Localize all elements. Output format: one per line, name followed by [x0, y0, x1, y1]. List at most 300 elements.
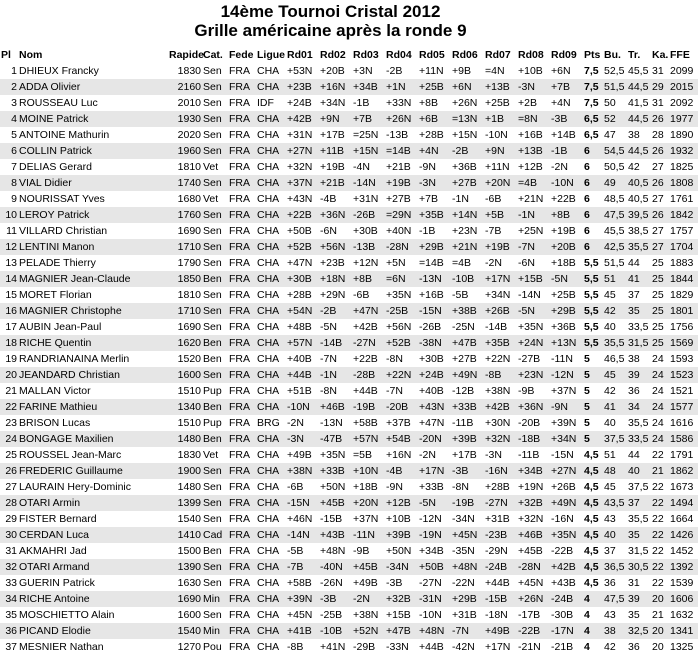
table-cell: +39B [451, 431, 484, 447]
column-header: Rd04 [386, 48, 412, 61]
table-cell: 1829 [669, 287, 698, 303]
table-cell: +33N [385, 95, 418, 111]
table-cell: 22 [651, 495, 669, 511]
table-cell: FRA [228, 607, 256, 623]
table-cell: 40 [603, 415, 627, 431]
table-cell: FRA [228, 239, 256, 255]
table-cell: +49B [286, 447, 319, 463]
table-row [0, 623, 698, 639]
table-cell: 6 [583, 239, 603, 255]
table-cell: +10N [352, 463, 385, 479]
table-cell: 5,5 [583, 319, 603, 335]
table-cell: 1632 [669, 607, 698, 623]
table-cell: 30 [0, 527, 18, 543]
table-cell: +48B [286, 319, 319, 335]
table-cell: -14N [286, 527, 319, 543]
table-cell: 1740 [168, 175, 202, 191]
table-cell: +12N [352, 255, 385, 271]
table-cell: +5N [385, 255, 418, 271]
table-cell: +44B [286, 367, 319, 383]
table-cell: +36B [451, 159, 484, 175]
table-cell: JEANDARD Christian [18, 367, 168, 383]
table-cell: FRA [228, 191, 256, 207]
table-cell: 48,5 [603, 191, 627, 207]
table-cell: +29B [418, 239, 451, 255]
table-cell: 5 [583, 431, 603, 447]
table-row [0, 287, 698, 303]
table-cell: -7B [286, 559, 319, 575]
table-cell: +42B [352, 319, 385, 335]
table-cell: -10N [418, 607, 451, 623]
header-row [0, 46, 698, 63]
table-cell: Sen [202, 287, 228, 303]
table-row [0, 175, 698, 191]
table-cell: 10 [0, 207, 18, 223]
table-cell: 27 [651, 239, 669, 255]
table-cell: 25 [651, 287, 669, 303]
table-cell: 1791 [669, 447, 698, 463]
table-cell: Cad [202, 527, 228, 543]
table-cell: +35N [385, 287, 418, 303]
table-cell: -8N [385, 351, 418, 367]
table-cell: 13 [0, 255, 18, 271]
table-cell: +38N [286, 463, 319, 479]
table-cell: CHA [256, 63, 286, 79]
table-cell: +19B [319, 159, 352, 175]
table-cell: 37 [627, 287, 651, 303]
table-cell: 1790 [168, 255, 202, 271]
table-cell: +25B [550, 287, 583, 303]
table-cell: +16B [418, 287, 451, 303]
table-cell: 1757 [669, 223, 698, 239]
table-cell: +15N [451, 127, 484, 143]
table-cell: =14B [418, 255, 451, 271]
table-cell: CHA [256, 431, 286, 447]
table-cell: 7 [0, 159, 18, 175]
table-cell: BRISON Lucas [18, 415, 168, 431]
table-cell: 27 [651, 223, 669, 239]
table-cell: +29N [319, 287, 352, 303]
table-row [0, 511, 698, 527]
table-cell: FRA [228, 399, 256, 415]
table-cell: +6N [451, 79, 484, 95]
table-cell: +30B [418, 351, 451, 367]
table-cell: CHA [256, 543, 286, 559]
table-cell: MOSCHIETTO Alain [18, 607, 168, 623]
table-cell: +22B [286, 207, 319, 223]
table-cell: 25 [651, 335, 669, 351]
table-cell: =6N [385, 271, 418, 287]
table-cell: 16 [0, 303, 18, 319]
table-cell: +37B [385, 415, 418, 431]
table-cell: -14N [352, 175, 385, 191]
table-row [0, 79, 698, 95]
table-cell: 44 [627, 255, 651, 271]
table-cell: 42 [603, 303, 627, 319]
table-cell: 20 [651, 639, 669, 655]
table-cell: 1390 [168, 559, 202, 575]
table-cell: +50B [286, 223, 319, 239]
table-cell: +31B [451, 607, 484, 623]
column-header: Rd01 [287, 48, 313, 61]
table-cell: MESNIER Nathan [18, 639, 168, 655]
table-cell: CHA [256, 399, 286, 415]
table-cell: 5 [583, 415, 603, 431]
table-cell: 1883 [669, 255, 698, 271]
table-cell: DHIEUX Francky [18, 63, 168, 79]
table-cell: 38 [627, 127, 651, 143]
table-cell: -2N [484, 255, 517, 271]
table-cell: 5 [0, 127, 18, 143]
table-cell: 14 [0, 271, 18, 287]
table-cell: -11B [451, 415, 484, 431]
column-header: Rd06 [452, 48, 478, 61]
table-cell: 30,5 [627, 559, 651, 575]
table-cell: 15 [0, 287, 18, 303]
table-cell: 1680 [168, 191, 202, 207]
table-cell: +24N [517, 335, 550, 351]
table-cell: +42B [484, 399, 517, 415]
table-cell: -5B [286, 543, 319, 559]
table-cell: +26N [385, 111, 418, 127]
table-cell: +32B [517, 495, 550, 511]
table-cell: 36 [627, 639, 651, 655]
table-cell: 4,5 [583, 543, 603, 559]
table-cell: 17 [0, 319, 18, 335]
table-cell: -10N [484, 127, 517, 143]
table-cell: -12N [550, 367, 583, 383]
table-cell: 28 [651, 127, 669, 143]
table-cell: 52 [603, 111, 627, 127]
table-row [0, 191, 698, 207]
table-cell: +17N [484, 271, 517, 287]
table-cell: +30B [286, 271, 319, 287]
table-cell: 1801 [669, 303, 698, 319]
table-cell: +26B [484, 303, 517, 319]
table-cell: +25N [517, 223, 550, 239]
table-cell: 49 [603, 175, 627, 191]
table-cell: CHA [256, 591, 286, 607]
table-cell: +21B [385, 159, 418, 175]
table-cell: -5N [550, 271, 583, 287]
table-cell: -5N [319, 319, 352, 335]
table-cell: +8B [418, 95, 451, 111]
table-cell: -12N [418, 511, 451, 527]
table-cell: -19N [418, 527, 451, 543]
table-cell: FRA [228, 511, 256, 527]
table-cell: RICHE Antoine [18, 591, 168, 607]
table-cell: +33B [319, 463, 352, 479]
table-cell: CHA [256, 623, 286, 639]
table-cell: 7,5 [583, 79, 603, 95]
table-header [0, 46, 698, 63]
table-cell: +27N [550, 463, 583, 479]
table-cell: MAGNIER Christophe [18, 303, 168, 319]
table-cell: +18B [352, 479, 385, 495]
table-cell: 1704 [669, 239, 698, 255]
table-cell: 39,5 [627, 207, 651, 223]
table-row [0, 335, 698, 351]
table-cell: -11N [352, 527, 385, 543]
table-cell: -26B [352, 207, 385, 223]
table-cell: +48N [418, 623, 451, 639]
table-row [0, 255, 698, 271]
table-cell: -27B [517, 351, 550, 367]
table-cell: +22N [385, 367, 418, 383]
table-cell: +17N [418, 463, 451, 479]
table-cell: FRA [228, 335, 256, 351]
table-cell: +8B [352, 271, 385, 287]
table-cell: 1932 [669, 143, 698, 159]
table-cell: 38,5 [627, 223, 651, 239]
table-cell: 34 [0, 591, 18, 607]
table-cell: -28B [352, 367, 385, 383]
table-cell: 6 [0, 143, 18, 159]
table-cell: -17N [550, 623, 583, 639]
table-cell: 1494 [669, 495, 698, 511]
table-cell: Sen [202, 495, 228, 511]
table-cell: 1690 [168, 319, 202, 335]
table-cell: -1N [319, 367, 352, 383]
table-cell: 37,5 [603, 431, 627, 447]
table-cell: Sen [202, 367, 228, 383]
table-cell: -19B [451, 495, 484, 511]
table-cell: +40N [385, 223, 418, 239]
table-cell: 1810 [168, 287, 202, 303]
table-cell: 20 [0, 367, 18, 383]
table-cell: -18N [484, 607, 517, 623]
table-cell: 1452 [669, 543, 698, 559]
table-cell: 5 [583, 383, 603, 399]
table-row [0, 495, 698, 511]
table-cell: FRA [228, 63, 256, 79]
table-cell: Ben [202, 431, 228, 447]
table-cell: +40B [286, 351, 319, 367]
table-cell: -27N [352, 335, 385, 351]
table-cell: +38B [451, 303, 484, 319]
table-cell: 27 [0, 479, 18, 495]
table-row [0, 639, 698, 655]
table-cell: 44,5 [627, 111, 651, 127]
table-cell: DELIAS Gerard [18, 159, 168, 175]
table-cell: 22 [651, 479, 669, 495]
column-header: Ka. [652, 48, 669, 61]
table-cell: +37N [352, 511, 385, 527]
standings-table [0, 46, 698, 655]
table-cell: 1480 [168, 479, 202, 495]
column-header: Fede [229, 48, 254, 61]
table-cell: 4,5 [583, 495, 603, 511]
table-cell: +41N [319, 639, 352, 655]
table-cell: -25N [451, 319, 484, 335]
table-cell: OTARI Armin [18, 495, 168, 511]
table-cell: -20B [385, 399, 418, 415]
table-cell: +15N [352, 143, 385, 159]
table-cell: +21B [319, 175, 352, 191]
table-cell: +56N [319, 239, 352, 255]
table-cell: CHA [256, 271, 286, 287]
table-cell: 36 [603, 575, 627, 591]
table-cell: 31,5 [627, 543, 651, 559]
table-cell: =13N [451, 111, 484, 127]
table-row [0, 527, 698, 543]
table-cell: -6B [352, 287, 385, 303]
table-cell: +16B [517, 127, 550, 143]
table-cell: -1B [352, 95, 385, 111]
table-cell: -16N [484, 463, 517, 479]
table-row [0, 271, 698, 287]
table-cell: -4B [385, 463, 418, 479]
column-header: Rapide [169, 48, 205, 61]
table-cell: +38N [484, 383, 517, 399]
table-row [0, 559, 698, 575]
table-cell: 1673 [669, 479, 698, 495]
table-cell: +7B [418, 191, 451, 207]
table-cell: 28 [0, 495, 18, 511]
table-cell: 31 [627, 575, 651, 591]
table-cell: 1577 [669, 399, 698, 415]
table-cell: 1521 [669, 383, 698, 399]
table-cell: +18B [550, 255, 583, 271]
table-cell: +11B [319, 143, 352, 159]
table-cell: FRA [228, 271, 256, 287]
table-row [0, 479, 698, 495]
table-cell: +32N [517, 511, 550, 527]
column-header: FFE [670, 48, 690, 61]
table-cell: +47N [352, 303, 385, 319]
table-cell: -2N [550, 159, 583, 175]
table-row [0, 127, 698, 143]
table-row [0, 447, 698, 463]
table-cell: +39B [385, 527, 418, 543]
table-cell: 8 [0, 175, 18, 191]
table-cell: +31N [286, 127, 319, 143]
table-cell: 1600 [168, 607, 202, 623]
table-cell: +30B [352, 223, 385, 239]
table-cell: FRA [228, 111, 256, 127]
table-cell: +48N [319, 543, 352, 559]
table-cell: NOURISSAT Yves [18, 191, 168, 207]
table-cell: +5B [484, 207, 517, 223]
table-cell: FRA [228, 559, 256, 575]
table-cell: 46,5 [603, 351, 627, 367]
table-cell: -31N [418, 591, 451, 607]
table-cell: -26N [319, 575, 352, 591]
table-cell: Sen [202, 303, 228, 319]
grid-subtitle: Grille américaine après la ronde 9 [194, 21, 467, 40]
table-cell: +36B [550, 319, 583, 335]
table-cell: +32B [385, 591, 418, 607]
table-cell: CHA [256, 175, 286, 191]
table-cell: 39 [627, 367, 651, 383]
table-cell: -10N [286, 399, 319, 415]
table-cell: 22 [651, 511, 669, 527]
table-cell: +42B [286, 111, 319, 127]
table-cell: 24 [651, 431, 669, 447]
table-cell: +10B [385, 511, 418, 527]
table-cell: +22B [352, 351, 385, 367]
table-cell: +45B [352, 559, 385, 575]
table-cell: -2B [451, 143, 484, 159]
table-cell: +16N [319, 79, 352, 95]
table-cell: 29 [0, 511, 18, 527]
table-cell: +34B [418, 543, 451, 559]
table-cell: 1523 [669, 367, 698, 383]
table-cell: -33N [385, 639, 418, 655]
table-cell: FRA [228, 639, 256, 655]
table-cell: Sen [202, 255, 228, 271]
table-cell: +45B [517, 543, 550, 559]
table-cell: 51,5 [603, 79, 627, 95]
table-cell: FRA [228, 479, 256, 495]
table-cell: 40 [603, 319, 627, 335]
table-cell: 1392 [669, 559, 698, 575]
column-header: Nom [19, 48, 43, 61]
table-cell: 41 [627, 271, 651, 287]
table-cell: 37,5 [627, 479, 651, 495]
table-cell: 35 [627, 303, 651, 319]
table-cell: 54,5 [603, 143, 627, 159]
table-cell: -6B [484, 191, 517, 207]
table-cell: 1510 [168, 383, 202, 399]
table-cell: +23N [451, 223, 484, 239]
table-cell: LENTINI Manon [18, 239, 168, 255]
table-cell: Min [202, 591, 228, 607]
table-cell: +58B [352, 415, 385, 431]
table-cell: -9B [352, 543, 385, 559]
table-cell: 1616 [669, 415, 698, 431]
table-cell: +45N [286, 607, 319, 623]
table-cell: LAURAIN Hery-Dominic [18, 479, 168, 495]
table-cell: +46N [286, 511, 319, 527]
table-cell: 21 [651, 463, 669, 479]
table-row [0, 463, 698, 479]
table-cell: +9B [451, 63, 484, 79]
table-cell: -22B [550, 543, 583, 559]
table-cell: -1N [451, 191, 484, 207]
table-cell: -1N [517, 207, 550, 223]
table-cell: 4 [583, 591, 603, 607]
table-cell: +38N [352, 607, 385, 623]
table-cell: -2N [418, 447, 451, 463]
table-cell: +24B [418, 367, 451, 383]
table-cell: -8N [319, 383, 352, 399]
table-cell: +6N [550, 63, 583, 79]
table-cell: Vet [202, 447, 228, 463]
table-cell: 5 [583, 399, 603, 415]
column-header: Ligue [257, 48, 285, 61]
table-cell: +21N [517, 191, 550, 207]
table-body [0, 63, 698, 655]
table-cell: +17B [451, 447, 484, 463]
table-cell: 31 [0, 543, 18, 559]
table-cell: 1830 [168, 447, 202, 463]
table-cell: 35,5 [603, 335, 627, 351]
table-cell: RICHE Quentin [18, 335, 168, 351]
table-cell: BRG [256, 415, 286, 431]
table-cell: 35 [627, 607, 651, 623]
table-cell: FRA [228, 527, 256, 543]
table-cell: -24B [484, 559, 517, 575]
table-cell: Sen [202, 127, 228, 143]
table-cell: +18N [319, 271, 352, 287]
table-cell: -7B [484, 223, 517, 239]
table-cell: 1270 [168, 639, 202, 655]
table-cell: 2010 [168, 95, 202, 111]
table-cell: Ben [202, 351, 228, 367]
table-cell: 31 [651, 95, 669, 111]
table-cell: -1B [550, 143, 583, 159]
